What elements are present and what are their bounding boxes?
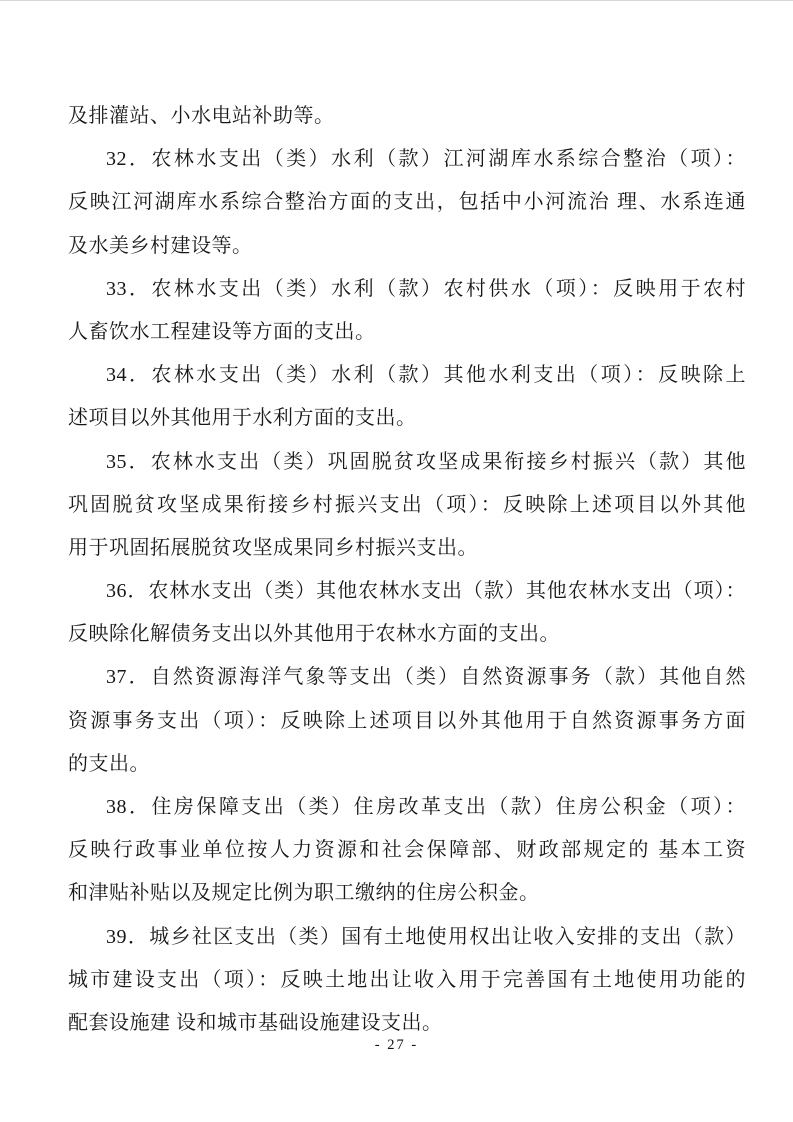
text-line: 述项目以外其他用于水利方面的支出。 [68,407,417,430]
text-line: 和津贴补贴以及规定比例为职工缴纳的住房公积金。 [68,882,540,905]
page-footer [0,1037,793,1054]
page-number: - 27 - [374,1037,419,1053]
text-line: 32．农林水支出（类）水利（款）江河湖库水系综合整治（项）： [106,148,746,171]
document-body [68,95,746,1045]
text-line: 反映江河湖库水系综合整治方面的支出，包括中小河流治 理、水系连通 [68,191,746,214]
text-line: 34．农林水支出（类）水利（款）其他水利支出（项）：反映除上 [106,364,746,387]
text-line: 的支出。 [68,752,150,775]
text-line: 反映行政事业单位按人力资源和社会保障部、财政部规定的 基本工资 [68,839,746,862]
text-line: 用于巩固拓展脱贫攻坚成果同乡村振兴支出。 [68,536,478,559]
text-line: 人畜饮水工程建设等方面的支出。 [68,320,376,343]
text-line: 38．住房保障支出（类）住房改革支出（款）住房公积金（项）： [106,796,746,818]
text-line: 巩固脱贫攻坚成果衔接乡村振兴支出（项）：反映除上述项目以外其他 [68,493,746,516]
text-line: 资源事务支出（项）：反映除上述项目以外其他用于自然资源事务方面 [68,709,746,732]
text-line: 及排灌站、小水电站补助等。 [68,105,335,127]
text-line: 37．自然资源海洋气象等支出（类）自然资源事务（款）其他自然 [106,666,746,689]
text-line: 及水美乡村建设等。 [68,234,253,257]
text-line: 配套设施建 设和城市基础设施建设支出。 [68,1011,443,1034]
text-line: 城市建设支出（项）：反映土地出让收入用于完善国有土地使用功能的 [68,968,746,991]
text-line: 39．城乡社区支出（类）国有土地使用权出让收入安排的支出（款） [106,925,746,948]
text-line: 35．农林水支出（类）巩固脱贫攻坚成果衔接乡村振兴（款）其他 [106,450,746,473]
text-line: 反映除化解债务支出以外其他用于农林水方面的支出。 [68,623,560,646]
text-line: 33．农林水支出（类）水利（款）农村供水（项）：反映用于农村 [106,277,746,300]
text-line: 36．农林水支出（类）其他农林水支出（款）其他农林水支出（项）： [106,580,746,603]
